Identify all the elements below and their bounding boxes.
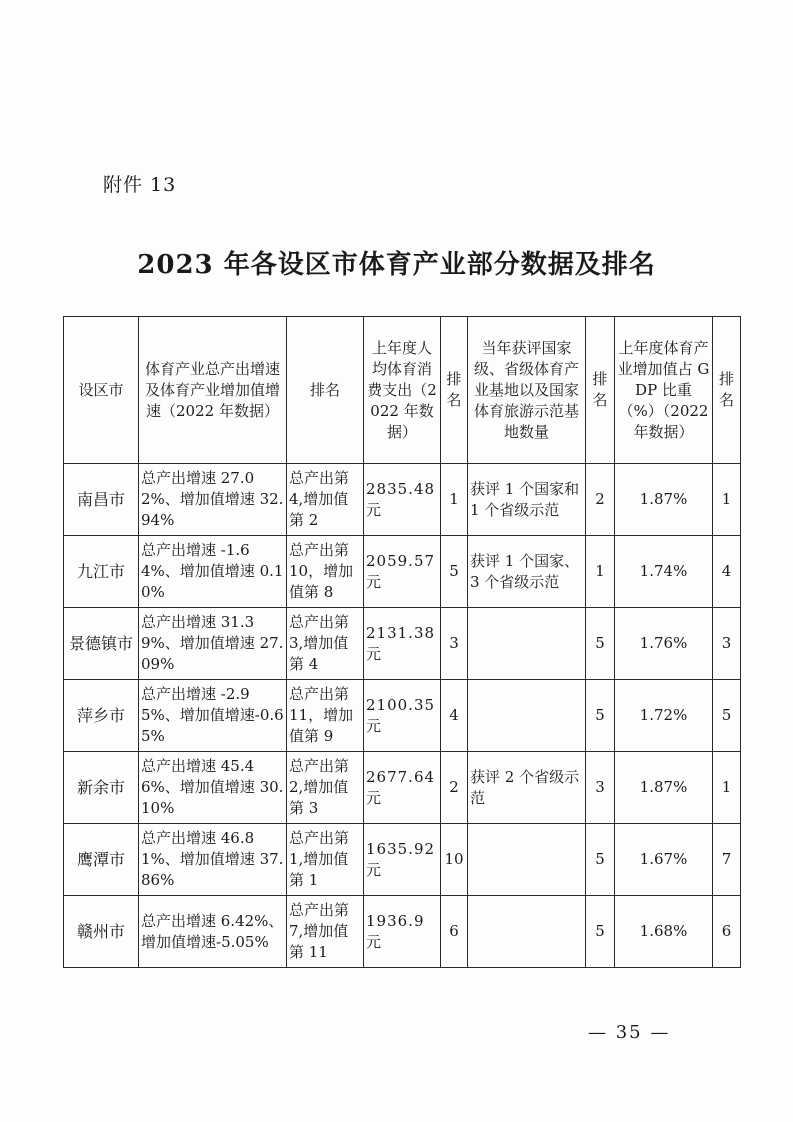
spending-cell: 2100.35元 bbox=[364, 680, 441, 752]
spending-cell: 2835.48元 bbox=[364, 464, 441, 536]
bases-cell: 获评 1 个国家和 1 个省级示范 bbox=[468, 464, 586, 536]
growth-cell: 总产出增速 27.02%、增加值增速 32.94% bbox=[139, 464, 287, 536]
data-table bbox=[63, 316, 741, 968]
gdp-rank-cell: 4 bbox=[713, 536, 741, 608]
bases-cell bbox=[468, 680, 586, 752]
growth-rank-cell: 总产出第 2,增加值第 3 bbox=[287, 752, 364, 824]
spending-rank-cell: 1 bbox=[441, 464, 468, 536]
header-bases: 当年获评国家级、省级体育产业基地以及国家体育旅游示范基地数量 bbox=[468, 317, 586, 464]
growth-rank-cell: 总产出第 3,增加值第 4 bbox=[287, 608, 364, 680]
city-cell: 鹰潭市 bbox=[64, 824, 139, 896]
header-row bbox=[64, 317, 741, 464]
gdp-share-cell: 1.76% bbox=[615, 608, 713, 680]
gdp-share-cell: 1.67% bbox=[615, 824, 713, 896]
gdp-share-cell: 1.87% bbox=[615, 752, 713, 824]
growth-rank-cell: 总产出第 7,增加值第 11 bbox=[287, 896, 364, 968]
table-row bbox=[64, 824, 741, 896]
header-growth: 体育产业总产出增速及体育产业增加值增速（2022 年数据） bbox=[139, 317, 287, 464]
growth-rank-cell: 总产出第 10，增加值第 8 bbox=[287, 536, 364, 608]
bases-rank-cell: 5 bbox=[586, 680, 615, 752]
growth-rank-cell: 总产出第 11，增加值第 9 bbox=[287, 680, 364, 752]
growth-cell: 总产出增速 45.46%、增加值增速 30.10% bbox=[139, 752, 287, 824]
header-spending: 上年度人均体育消费支出（2022 年数据） bbox=[364, 317, 441, 464]
gdp-share-cell: 1.87% bbox=[615, 464, 713, 536]
table-row bbox=[64, 536, 741, 608]
growth-rank-cell: 总产出第 1,增加值第 1 bbox=[287, 824, 364, 896]
table-row bbox=[64, 680, 741, 752]
bases-cell: 获评 2 个省级示范 bbox=[468, 752, 586, 824]
bases-rank-cell: 3 bbox=[586, 752, 615, 824]
growth-cell: 总产出增速 6.42%、增加值增速-5.05% bbox=[139, 896, 287, 968]
spending-cell: 2677.64元 bbox=[364, 752, 441, 824]
city-cell: 景德镇市 bbox=[64, 608, 139, 680]
bases-rank-cell: 5 bbox=[586, 824, 615, 896]
spending-cell: 2131.38元 bbox=[364, 608, 441, 680]
growth-cell: 总产出增速 -2.95%、增加值增速-0.65% bbox=[139, 680, 287, 752]
table-row bbox=[64, 608, 741, 680]
gdp-rank-cell: 6 bbox=[713, 896, 741, 968]
city-cell: 九江市 bbox=[64, 536, 139, 608]
spending-rank-cell: 2 bbox=[441, 752, 468, 824]
gdp-share-cell: 1.68% bbox=[615, 896, 713, 968]
bases-rank-cell: 5 bbox=[586, 896, 615, 968]
bases-rank-cell: 2 bbox=[586, 464, 615, 536]
spending-cell: 2059.57元 bbox=[364, 536, 441, 608]
growth-rank-cell: 总产出第 4,增加值第 2 bbox=[287, 464, 364, 536]
header-spending-rank: 排名 bbox=[441, 317, 468, 464]
gdp-rank-cell: 1 bbox=[713, 464, 741, 536]
gdp-rank-cell: 7 bbox=[713, 824, 741, 896]
header-city: 设区市 bbox=[64, 317, 139, 464]
spending-rank-cell: 4 bbox=[441, 680, 468, 752]
growth-cell: 总产出增速 46.81%、增加值增速 37.86% bbox=[139, 824, 287, 896]
spending-cell: 1635.92元 bbox=[364, 824, 441, 896]
spending-cell: 1936.9元 bbox=[364, 896, 441, 968]
header-growth-rank: 排名 bbox=[287, 317, 364, 464]
bases-cell: 获评 1 个国家、3 个省级示范 bbox=[468, 536, 586, 608]
spending-rank-cell: 5 bbox=[441, 536, 468, 608]
gdp-share-cell: 1.74% bbox=[615, 536, 713, 608]
spending-rank-cell: 3 bbox=[441, 608, 468, 680]
bases-cell bbox=[468, 824, 586, 896]
growth-cell: 总产出增速 31.39%、增加值增速 27.09% bbox=[139, 608, 287, 680]
city-cell: 萍乡市 bbox=[64, 680, 139, 752]
table-row bbox=[64, 896, 741, 968]
spending-rank-cell: 6 bbox=[441, 896, 468, 968]
page-number: — 35 — bbox=[588, 1022, 671, 1043]
gdp-share-cell: 1.72% bbox=[615, 680, 713, 752]
city-cell: 新余市 bbox=[64, 752, 139, 824]
growth-cell: 总产出增速 -1.64%、增加值增速 0.10% bbox=[139, 536, 287, 608]
city-cell: 赣州市 bbox=[64, 896, 139, 968]
document-title: 2023 年各设区市体育产业部分数据及排名 bbox=[137, 250, 656, 280]
header-gdp-rank: 排名 bbox=[713, 317, 741, 464]
header-bases-rank: 排名 bbox=[586, 317, 615, 464]
table-row bbox=[64, 464, 741, 536]
gdp-rank-cell: 3 bbox=[713, 608, 741, 680]
bases-cell bbox=[468, 896, 586, 968]
attachment-label: 附件 13 bbox=[103, 174, 177, 196]
bases-rank-cell: 1 bbox=[586, 536, 615, 608]
gdp-rank-cell: 5 bbox=[713, 680, 741, 752]
table-row bbox=[64, 752, 741, 824]
header-gdp-share: 上年度体育产业增加值占 GDP 比重（%）（2022 年数据） bbox=[615, 317, 713, 464]
bases-cell bbox=[468, 608, 586, 680]
gdp-rank-cell: 1 bbox=[713, 752, 741, 824]
bases-rank-cell: 5 bbox=[586, 608, 615, 680]
spending-rank-cell: 10 bbox=[441, 824, 468, 896]
city-cell: 南昌市 bbox=[64, 464, 139, 536]
